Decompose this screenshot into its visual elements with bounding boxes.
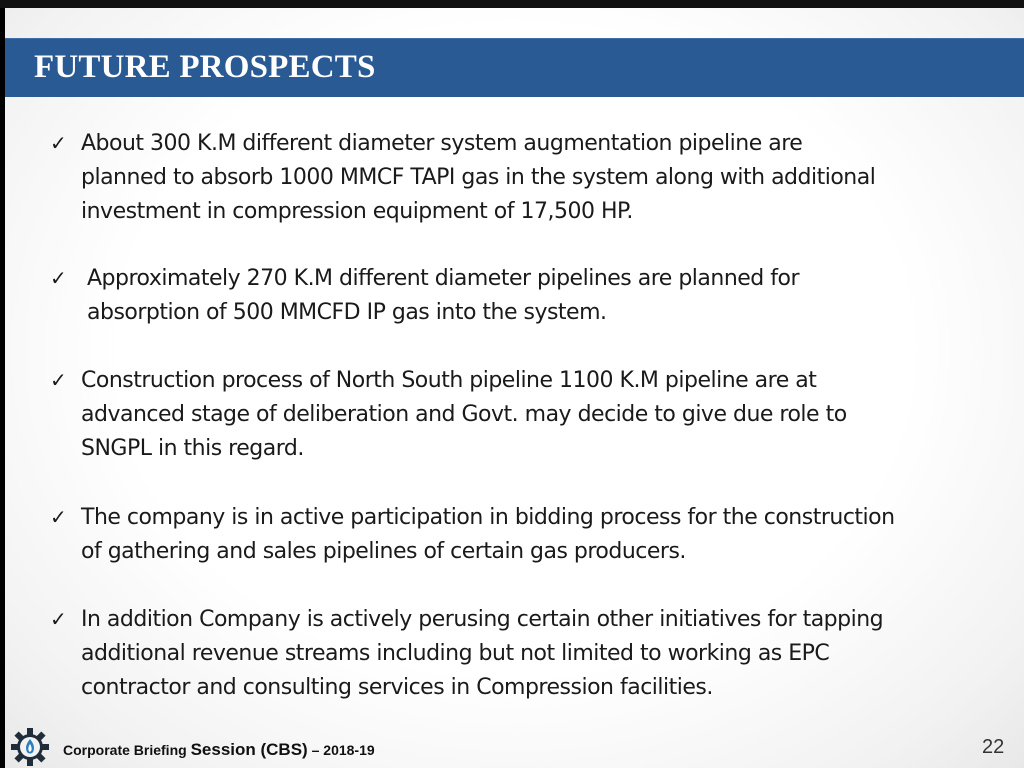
bullet-line: In addition Company is actively perusing certain other initiatives for tapping <box>81 607 884 632</box>
checkmark-icon: ✓ <box>50 370 67 392</box>
bullet-item <box>81 127 875 229</box>
bullet-item <box>81 501 895 569</box>
checkmark-icon: ✓ <box>50 609 67 631</box>
slide-title: FUTURE PROSPECTS <box>34 49 376 85</box>
bullet-item <box>81 603 883 705</box>
checkmark-icon: ✓ <box>50 268 67 290</box>
bullet-line: About 300 K.M different diameter system augmentation pipeline are <box>81 131 803 156</box>
bullet-item <box>87 262 799 330</box>
footer-text-corporate-briefing: Corporate Briefing <box>63 742 191 758</box>
footer-caption <box>63 740 375 760</box>
bullet-line: advanced stage of deliberation and Govt. may decide to give due role to <box>81 402 847 427</box>
bullet-line: The company is in active participation in bidding process for the construction <box>81 505 895 530</box>
page-number: 22 <box>982 736 1005 758</box>
footer-text-session: Session (CBS) <box>190 740 308 759</box>
footer-text-year: – 2018-19 <box>307 742 375 758</box>
sngpl-gear-logo-icon <box>8 727 52 767</box>
bullet-line: Approximately 270 K.M different diameter pipelines are planned for <box>87 266 800 291</box>
checkmark-icon: ✓ <box>50 507 67 529</box>
bullet-line: additional revenue streams including but not limited to working as EPC <box>81 641 830 666</box>
checkmark-icon: ✓ <box>50 133 67 155</box>
bullet-line: SNGPL in this regard. <box>81 436 304 461</box>
bullet-line: contractor and consulting services in Compression facilities. <box>81 675 713 700</box>
bullet-line: investment in compression equipment of 17,500 HP. <box>81 199 633 224</box>
bullet-line: absorption of 500 MMCFD IP gas into the system. <box>87 300 607 325</box>
bullet-line: of gathering and sales pipelines of certain gas producers. <box>81 539 686 564</box>
bullet-line: Construction process of North South pipeline 1100 K.M pipeline are at <box>81 368 817 393</box>
bullet-line: planned to absorb 1000 MMCF TAPI gas in the system along with additional <box>81 165 876 190</box>
bullet-item <box>81 364 847 466</box>
